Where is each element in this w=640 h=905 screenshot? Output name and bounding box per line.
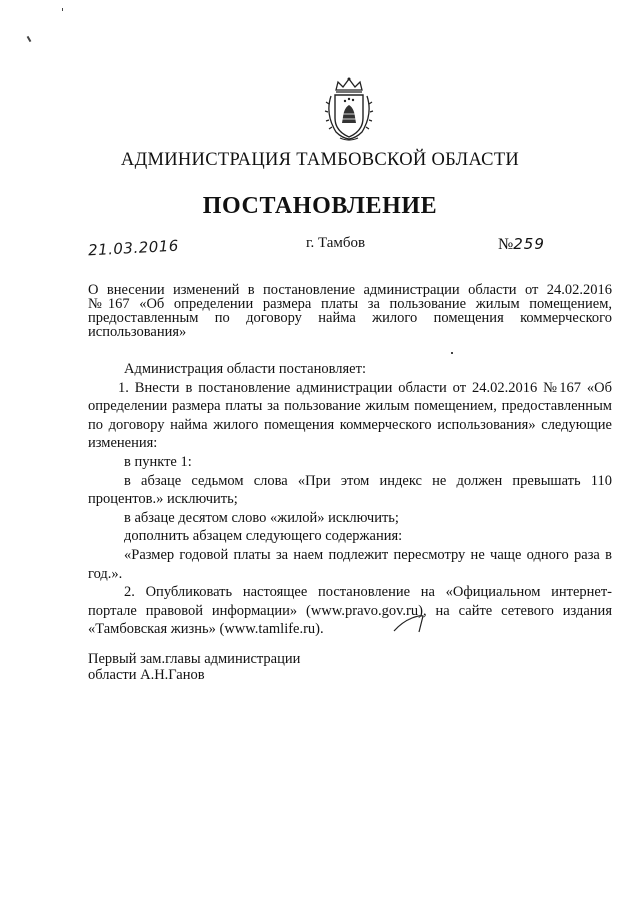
signatory-name: области А.Н.Ганов (88, 667, 205, 683)
body-paragraph: в абзаце десятом слово «жилой» исключить; (124, 509, 399, 526)
tambov-coat-of-arms-icon (322, 76, 376, 142)
number-label: № (498, 236, 514, 253)
body-paragraph: Администрация области постановляет: (124, 361, 366, 377)
body-paragraph: дополнить абзацем следующего содержания: (124, 528, 403, 545)
scan-speck (62, 8, 63, 11)
organization-name: АДМИНИСТРАЦИЯ ТАМБОВСКОЙ ОБЛАСТИ (120, 150, 520, 170)
document-body (88, 360, 612, 639)
body-paragraph: 2. Опубликовать настоящее постановление на «Официальном интернет-портале правовой информации» (www.pravo.gov.ru), на сайте сетевого издания «Тамбовская жизнь» (www.tamlife.ru). (88, 584, 612, 638)
number-value: 259 (513, 235, 545, 253)
signatory-position: Первый зам.главы администрации (88, 651, 301, 667)
scan-speck (451, 352, 453, 354)
document-title: О внесении изменений в постановление администрации области от 24.02.2016 №167 «Об определении размера платы за пользование жилым помещением, предоставленным по договору найма жилого помещения коммерческого использования» (88, 282, 612, 340)
body-paragraph: в абзаце седьмом слова «При этом индекс не должен превышать 110 процентов.» исключить; (88, 472, 612, 508)
signature-block (88, 651, 300, 683)
body-paragraph: «Размер годовой платы за наем подлежит пересмотру не чаще одного раза в год.». (88, 546, 612, 582)
document-date: 21.03.2016 (87, 236, 180, 260)
scan-speck (27, 36, 32, 42)
document-city: г. Тамбов (306, 235, 366, 251)
body-paragraph: 1. Внести в постановление администрации области от 24.02.2016 №167 «Об определении размера платы за пользование жилым помещением, предоставленным по договору найма жилого помещения коммерческого использования» следующие изменения: (88, 379, 612, 452)
handwritten-paraph-icon (392, 612, 426, 634)
body-paragraph: в пункте 1: (124, 453, 192, 470)
document-type: ПОСТАНОВЛЕНИЕ (202, 193, 438, 219)
document-number (498, 235, 545, 254)
